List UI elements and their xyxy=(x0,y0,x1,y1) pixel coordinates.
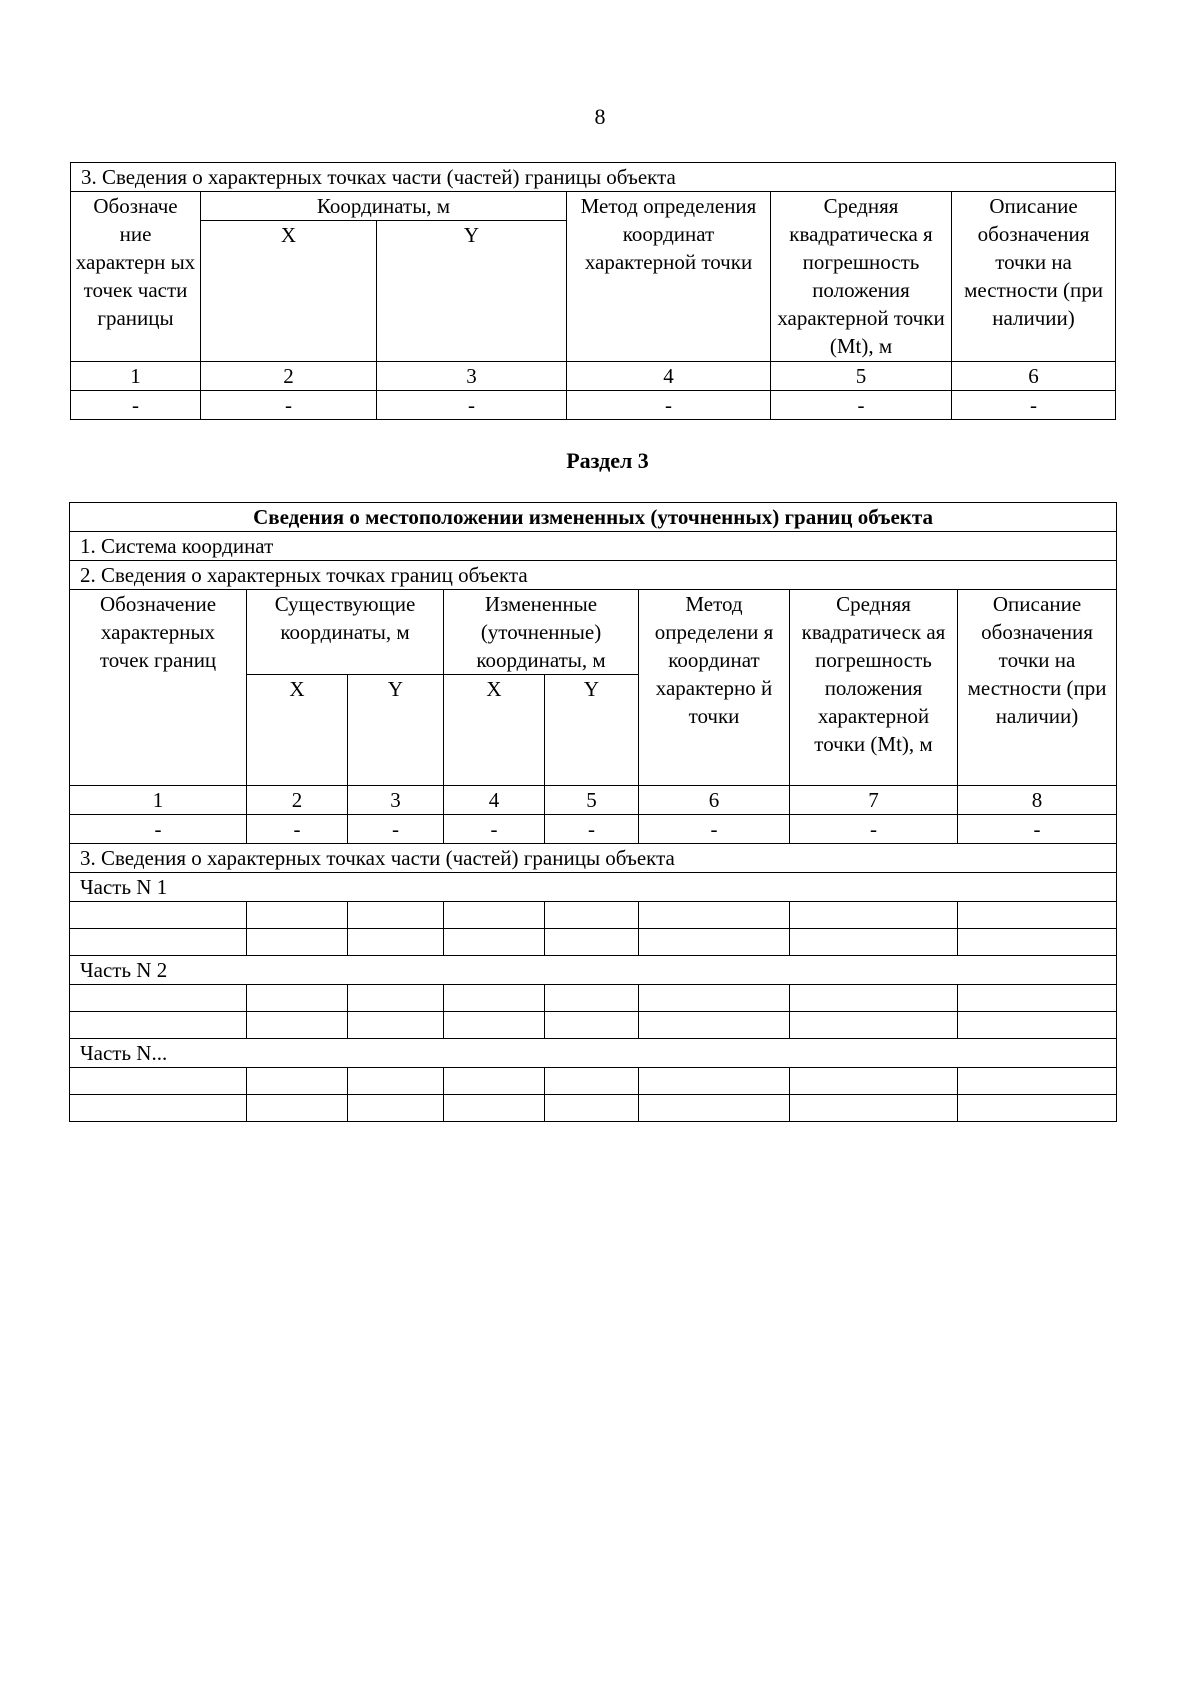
empty-cell xyxy=(348,985,444,1012)
table-cell: - xyxy=(377,391,567,420)
empty-cell xyxy=(958,902,1117,929)
empty-cell xyxy=(348,1068,444,1095)
column-number: 2 xyxy=(247,786,348,815)
empty-cell xyxy=(70,1012,247,1039)
empty-cell xyxy=(247,902,348,929)
header-description: Описание обозначения точки на местности (при наличии) xyxy=(952,192,1116,362)
column-number: 7 xyxy=(790,786,958,815)
empty-cell xyxy=(639,902,790,929)
header-changed-coordinates: Измененные (уточненные) координаты, м xyxy=(444,590,639,675)
header-x: X xyxy=(201,221,377,362)
empty-cell xyxy=(247,1095,348,1122)
column-number: 8 xyxy=(958,786,1117,815)
empty-cell xyxy=(348,902,444,929)
empty-cell xyxy=(70,1068,247,1095)
table-cell: - xyxy=(201,391,377,420)
column-number: 2 xyxy=(201,362,377,391)
header-y: Y xyxy=(348,675,444,786)
header-mean-error: Средняя квадратическ ая погрешность положения характерной точки (Mt), м xyxy=(790,590,958,786)
empty-cell xyxy=(444,902,545,929)
header-y: Y xyxy=(377,221,567,362)
empty-cell xyxy=(545,902,639,929)
empty-cell xyxy=(545,1012,639,1039)
empty-cell xyxy=(790,1012,958,1039)
table-cell: - xyxy=(771,391,952,420)
empty-cell xyxy=(958,1095,1117,1122)
empty-cell xyxy=(639,1095,790,1122)
part-label: Часть N 2 xyxy=(70,956,1117,985)
empty-cell xyxy=(247,985,348,1012)
header-y: Y xyxy=(545,675,639,786)
header-description: Описание обозначения точки на местности (при наличии) xyxy=(958,590,1117,786)
column-number: 3 xyxy=(348,786,444,815)
table-cell: - xyxy=(444,815,545,844)
empty-cell xyxy=(70,985,247,1012)
empty-cell xyxy=(247,1012,348,1039)
column-number: 4 xyxy=(444,786,545,815)
column-number: 6 xyxy=(952,362,1116,391)
header-existing-coordinates: Существующие координаты, м xyxy=(247,590,444,675)
empty-cell xyxy=(958,1068,1117,1095)
empty-cell xyxy=(790,1068,958,1095)
empty-cell xyxy=(444,1012,545,1039)
parts-section-row: 3. Сведения о характерных точках части (частей) границы объекта xyxy=(70,844,1117,873)
empty-cell xyxy=(790,902,958,929)
table-cell: - xyxy=(545,815,639,844)
column-number: 4 xyxy=(567,362,771,391)
header-x: X xyxy=(247,675,348,786)
empty-cell xyxy=(70,1095,247,1122)
empty-cell xyxy=(790,929,958,956)
empty-cell xyxy=(70,902,247,929)
empty-cell xyxy=(958,1012,1117,1039)
column-number: 3 xyxy=(377,362,567,391)
empty-cell xyxy=(444,929,545,956)
empty-cell xyxy=(444,1068,545,1095)
table-cell: - xyxy=(790,815,958,844)
empty-cell xyxy=(70,929,247,956)
column-number: 1 xyxy=(70,786,247,815)
part-label: Часть N... xyxy=(70,1039,1117,1068)
empty-cell xyxy=(348,1095,444,1122)
table-cell: - xyxy=(70,815,247,844)
table-cell: - xyxy=(247,815,348,844)
empty-cell xyxy=(545,929,639,956)
header-coordinates: Координаты, м xyxy=(201,192,567,221)
column-number: 5 xyxy=(545,786,639,815)
empty-cell xyxy=(639,1012,790,1039)
page-number: 8 xyxy=(594,104,606,129)
empty-cell xyxy=(348,929,444,956)
table1-section-title: 3. Сведения о характерных точках части (частей) границы объекта xyxy=(71,163,1116,192)
empty-cell xyxy=(444,985,545,1012)
table-cell: - xyxy=(952,391,1116,420)
coordinate-system-row: 1. Система координат xyxy=(70,532,1117,561)
empty-cell xyxy=(545,1095,639,1122)
empty-cell xyxy=(639,1068,790,1095)
column-number: 1 xyxy=(71,362,201,391)
table-cell: - xyxy=(567,391,771,420)
header-point-designation: Обозначение характерных точек границ xyxy=(70,590,247,786)
empty-cell xyxy=(545,1068,639,1095)
header-method: Метод определени я координат характерно й точки xyxy=(639,590,790,786)
header-method: Метод определения координат характерной точки xyxy=(567,192,771,362)
table2-title: Сведения о местоположении измененных (уточненных) границ объекта xyxy=(70,503,1117,532)
part-points-table xyxy=(70,162,1116,420)
changed-boundaries-table xyxy=(69,502,1117,1122)
part-label: Часть N 1 xyxy=(70,873,1117,902)
column-number: 5 xyxy=(771,362,952,391)
empty-cell xyxy=(790,985,958,1012)
empty-cell xyxy=(639,929,790,956)
empty-cell xyxy=(790,1095,958,1122)
empty-cell xyxy=(247,929,348,956)
empty-cell xyxy=(444,1095,545,1122)
empty-cell xyxy=(545,985,639,1012)
header-point-designation: Обозначе ние характерн ых точек части границы xyxy=(71,192,201,362)
boundary-points-row: 2. Сведения о характерных точках границ объекта xyxy=(70,561,1117,590)
table-cell: - xyxy=(71,391,201,420)
column-number: 6 xyxy=(639,786,790,815)
empty-cell xyxy=(958,985,1117,1012)
table-cell: - xyxy=(348,815,444,844)
empty-cell xyxy=(958,929,1117,956)
section-heading: Раздел 3 xyxy=(566,448,649,473)
table-cell: - xyxy=(639,815,790,844)
empty-cell xyxy=(247,1068,348,1095)
header-x: X xyxy=(444,675,545,786)
empty-cell xyxy=(639,985,790,1012)
header-mean-error: Средняя квадратическа я погрешность положения характерной точки (Mt), м xyxy=(771,192,952,362)
empty-cell xyxy=(348,1012,444,1039)
table-cell: - xyxy=(958,815,1117,844)
